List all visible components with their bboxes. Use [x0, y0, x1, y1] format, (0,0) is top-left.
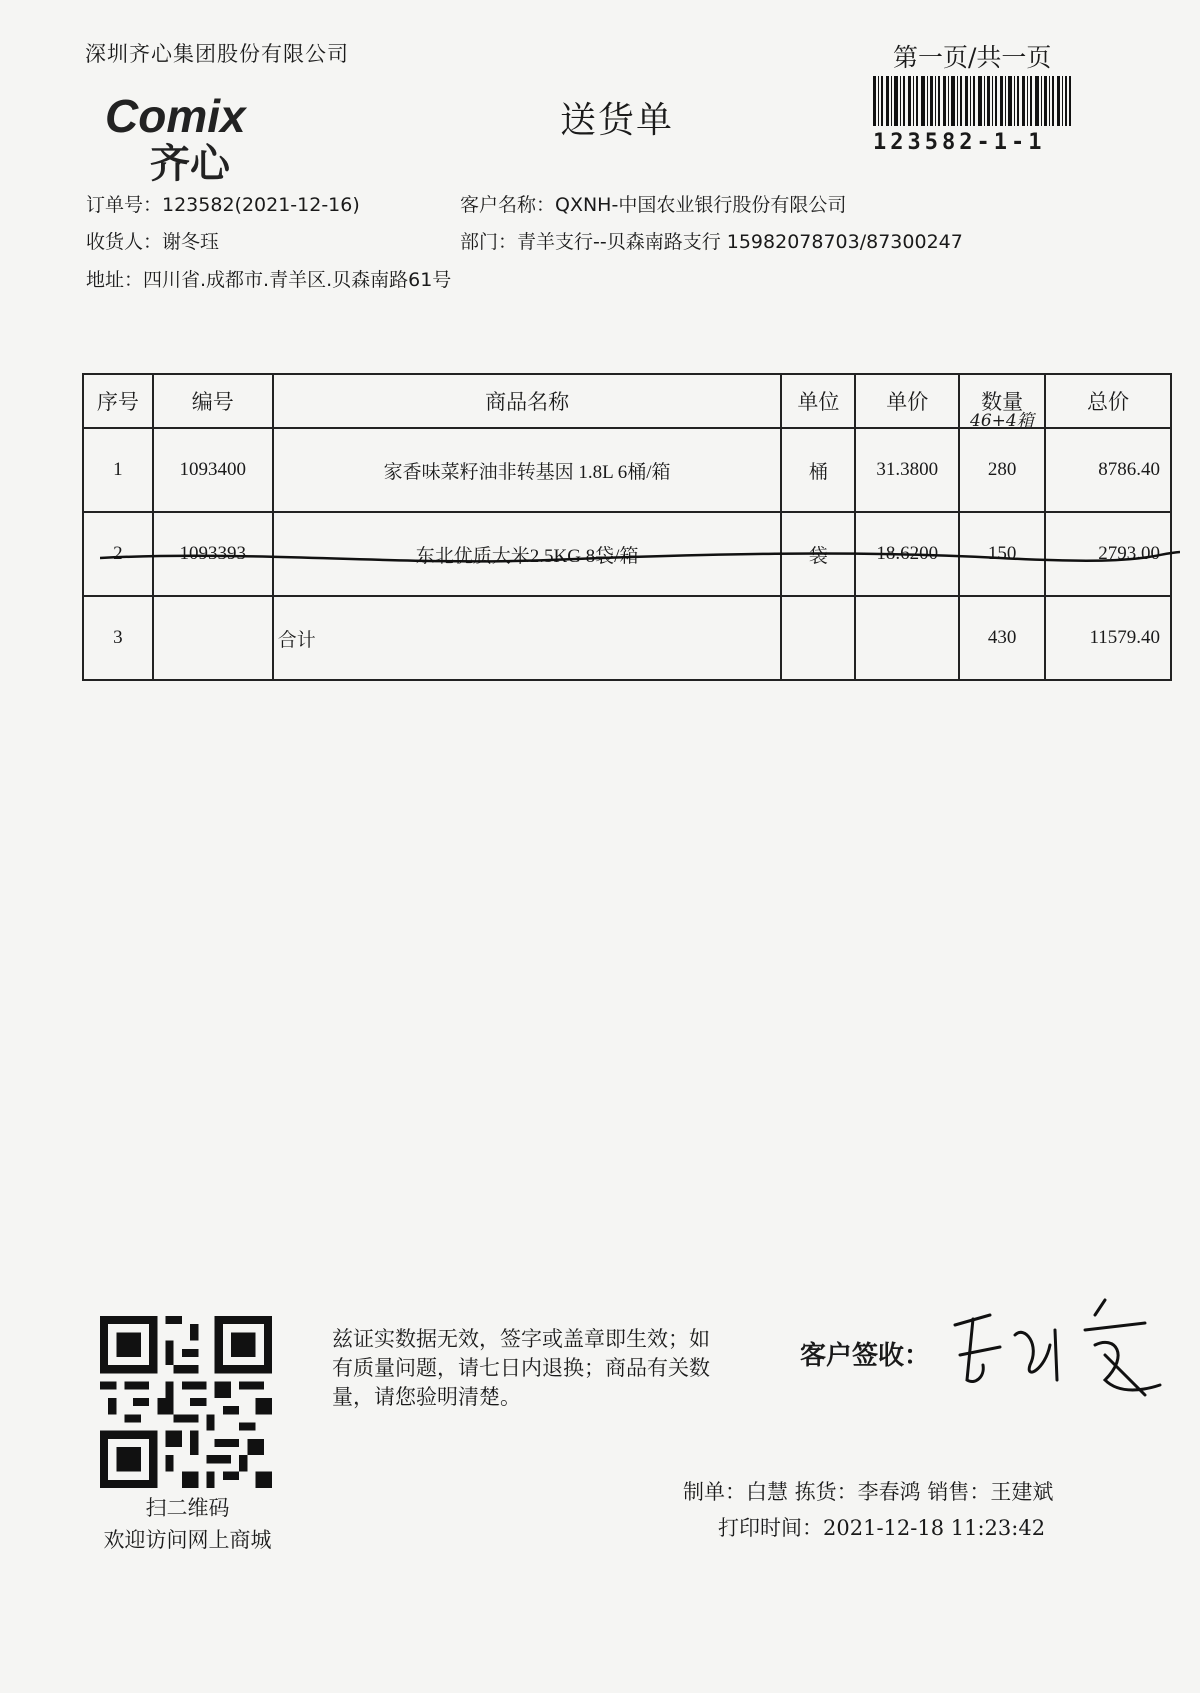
- cell-seq: 2: [83, 512, 153, 596]
- cell-seq: 3: [83, 596, 153, 680]
- barcode-number: 123582-1-1: [873, 130, 1046, 155]
- header-price: 单价: [855, 374, 959, 428]
- cell-product: 家香味菜籽油非转基因 1.8L 6桶/箱: [273, 428, 782, 512]
- cell-seq: 1: [83, 428, 153, 512]
- barcode: [873, 76, 1071, 126]
- strikethrough-line: [100, 540, 1180, 570]
- svg-text:Comix: Comix: [105, 92, 246, 142]
- table-row: [83, 428, 1171, 512]
- cell-code: 1093393: [153, 512, 273, 596]
- cell-unit: 桶: [781, 428, 855, 512]
- qr-code-icon: [100, 1316, 272, 1488]
- print-time: 打印时间：2021-12-18 11:23:42: [718, 1516, 1046, 1540]
- header-qty: 数量: [959, 374, 1045, 428]
- customer-sign-label: 客户签收：: [800, 1341, 931, 1371]
- address: 地址：四川省.成都市.青羊区.贝森南路61号: [86, 269, 452, 291]
- header-unit: 单位: [781, 374, 855, 428]
- header-product: 商品名称: [273, 374, 782, 428]
- document-title: 送货单: [560, 100, 675, 141]
- staff-info: 制单：白慧 拣货：李春鸿 销售：王建斌: [683, 1480, 1054, 1504]
- comix-logo: [105, 92, 325, 182]
- cell-code: [153, 596, 273, 680]
- customer-name: 客户名称：QXNH-中国农业银行股份有限公司: [460, 194, 847, 216]
- table-row: [83, 596, 1171, 680]
- customer-signature: [945, 1285, 1175, 1415]
- cell-code: 1093400: [153, 428, 273, 512]
- cell-total: 11579.40: [1045, 596, 1171, 680]
- header-code: 编号: [153, 374, 273, 428]
- cell-total: 8786.40: [1045, 428, 1171, 512]
- cell-product: 合计: [273, 596, 782, 680]
- qr-caption-line-1: 扫二维码: [145, 1496, 230, 1520]
- cell-unit: [781, 596, 855, 680]
- cell-total: 2793.00: [1045, 512, 1171, 596]
- receiver: 收货人：谢冬珏: [86, 231, 220, 253]
- qr-caption-line-2: 欢迎访问网上商城: [103, 1528, 272, 1552]
- notice-text: 兹证实数据无效，签字或盖章即生效；如有质量问题，请七日内退换；商品有关数量，请您验明清楚。: [332, 1327, 710, 1409]
- cell-price: 31.3800: [855, 428, 959, 512]
- page-info: 第一页/共一页: [893, 43, 1052, 72]
- qr-caption: [90, 1492, 285, 1556]
- cell-price: [855, 596, 959, 680]
- company-name: 深圳齐心集团股份有限公司: [85, 42, 349, 66]
- cell-unit: 袋: [781, 512, 855, 596]
- cell-qty: 280: [959, 428, 1045, 512]
- header-total: 总价: [1045, 374, 1171, 428]
- svg-text:齐心: 齐心: [150, 141, 230, 182]
- cell-product: 东北优质大米2.5KG 8袋/箱: [273, 512, 782, 596]
- header-seq: 序号: [83, 374, 153, 428]
- cell-qty: 150: [959, 512, 1045, 596]
- handwritten-qty-note: 46+4箱: [970, 411, 1034, 431]
- cell-price: 18.6200: [855, 512, 959, 596]
- cell-qty: 430: [959, 596, 1045, 680]
- order-number: 订单号：123582(2021-12-16): [86, 194, 360, 216]
- department: 部门：青羊支行--贝森南路支行 15982078703/87300247: [460, 231, 963, 253]
